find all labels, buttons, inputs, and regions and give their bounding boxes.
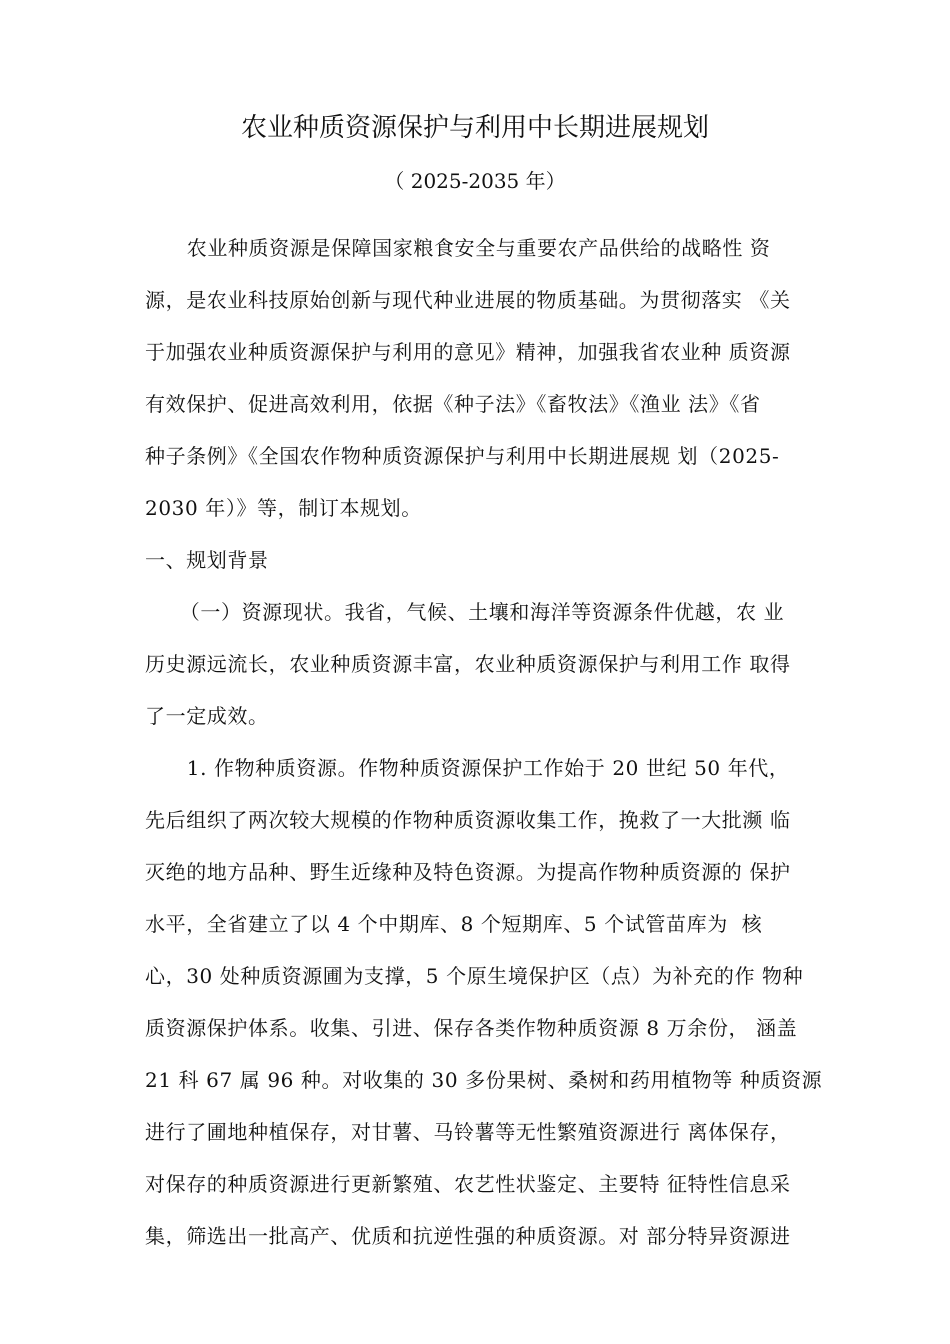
text-line: 心，30 处种质资源圃为支撑，5 个原生境保护区（点）为补充的作 物种 (145, 964, 804, 988)
text-line: 历史源远流长，农业种质资源丰富，农业种质资源保护与利用工作 取得 (145, 652, 791, 676)
document-subtitle: （ 2025-2035 年） (384, 169, 566, 193)
text-line: 对保存的种质资源进行更新繁殖、农艺性状鉴定、主要特 征特性信息采 (145, 1172, 791, 1196)
text-line: 21 科 67 属 96 种。对收集的 30 多份果树、桑树和药用植物等 种质资源 (145, 1068, 823, 1092)
text-line: （一）资源现状。我省，气候、土壤和海洋等资源条件优越，农 业 (145, 600, 785, 624)
text-line: 2030 年）》等，制订本规划。 (145, 496, 422, 520)
text-line: 集，筛选出一批高产、优质和抗逆性强的种质资源。对 部分特异资源进 (145, 1224, 791, 1248)
text-line: 种子条例》《全国农作物种质资源保护与利用中长期进展规 划（2025- (145, 444, 780, 468)
text-line: 1. 作物种质资源。作物种质资源保护工作始于 20 世纪 50 年代， (145, 756, 790, 780)
text-line: 有效保护、促进高效利用，依据《种子法》《畜牧法》《渔业 法》《省 (145, 392, 761, 416)
text-line: 于加强农业种质资源保护与利用的意见》精神，加强我省农业种 质资源 (145, 340, 791, 364)
text-line: 进行了圃地种植保存，对甘薯、马铃薯等无性繁殖资源进行 离体保存， (145, 1120, 791, 1144)
text-line: 农业种质资源是保障国家粮食安全与重要农产品供给的战略性 资 (145, 236, 771, 260)
text-line: 源，是农业科技原始创新与现代种业进展的物质基础。为贯彻落实 《关 (145, 288, 791, 312)
text-line: 灭绝的地方品种、野生近缘种及特色资源。为提高作物种质资源的 保护 (145, 860, 791, 884)
section-heading: 一、规划背景 (145, 548, 269, 572)
text-line: 先后组织了两次较大规模的作物种质资源收集工作，挽救了一大批濒 临 (145, 808, 791, 832)
text-line: 了一定成效。 (145, 704, 269, 728)
text-line: 质资源保护体系。收集、引进、保存各类作物种质资源 8 万余份， 涵盖 (145, 1016, 798, 1040)
text-line: 水平，全省建立了以 4 个中期库、8 个短期库、5 个试管苗库为 核 (145, 912, 763, 936)
document-title: 农业种质资源保护与利用中长期进展规划 (240, 113, 709, 143)
